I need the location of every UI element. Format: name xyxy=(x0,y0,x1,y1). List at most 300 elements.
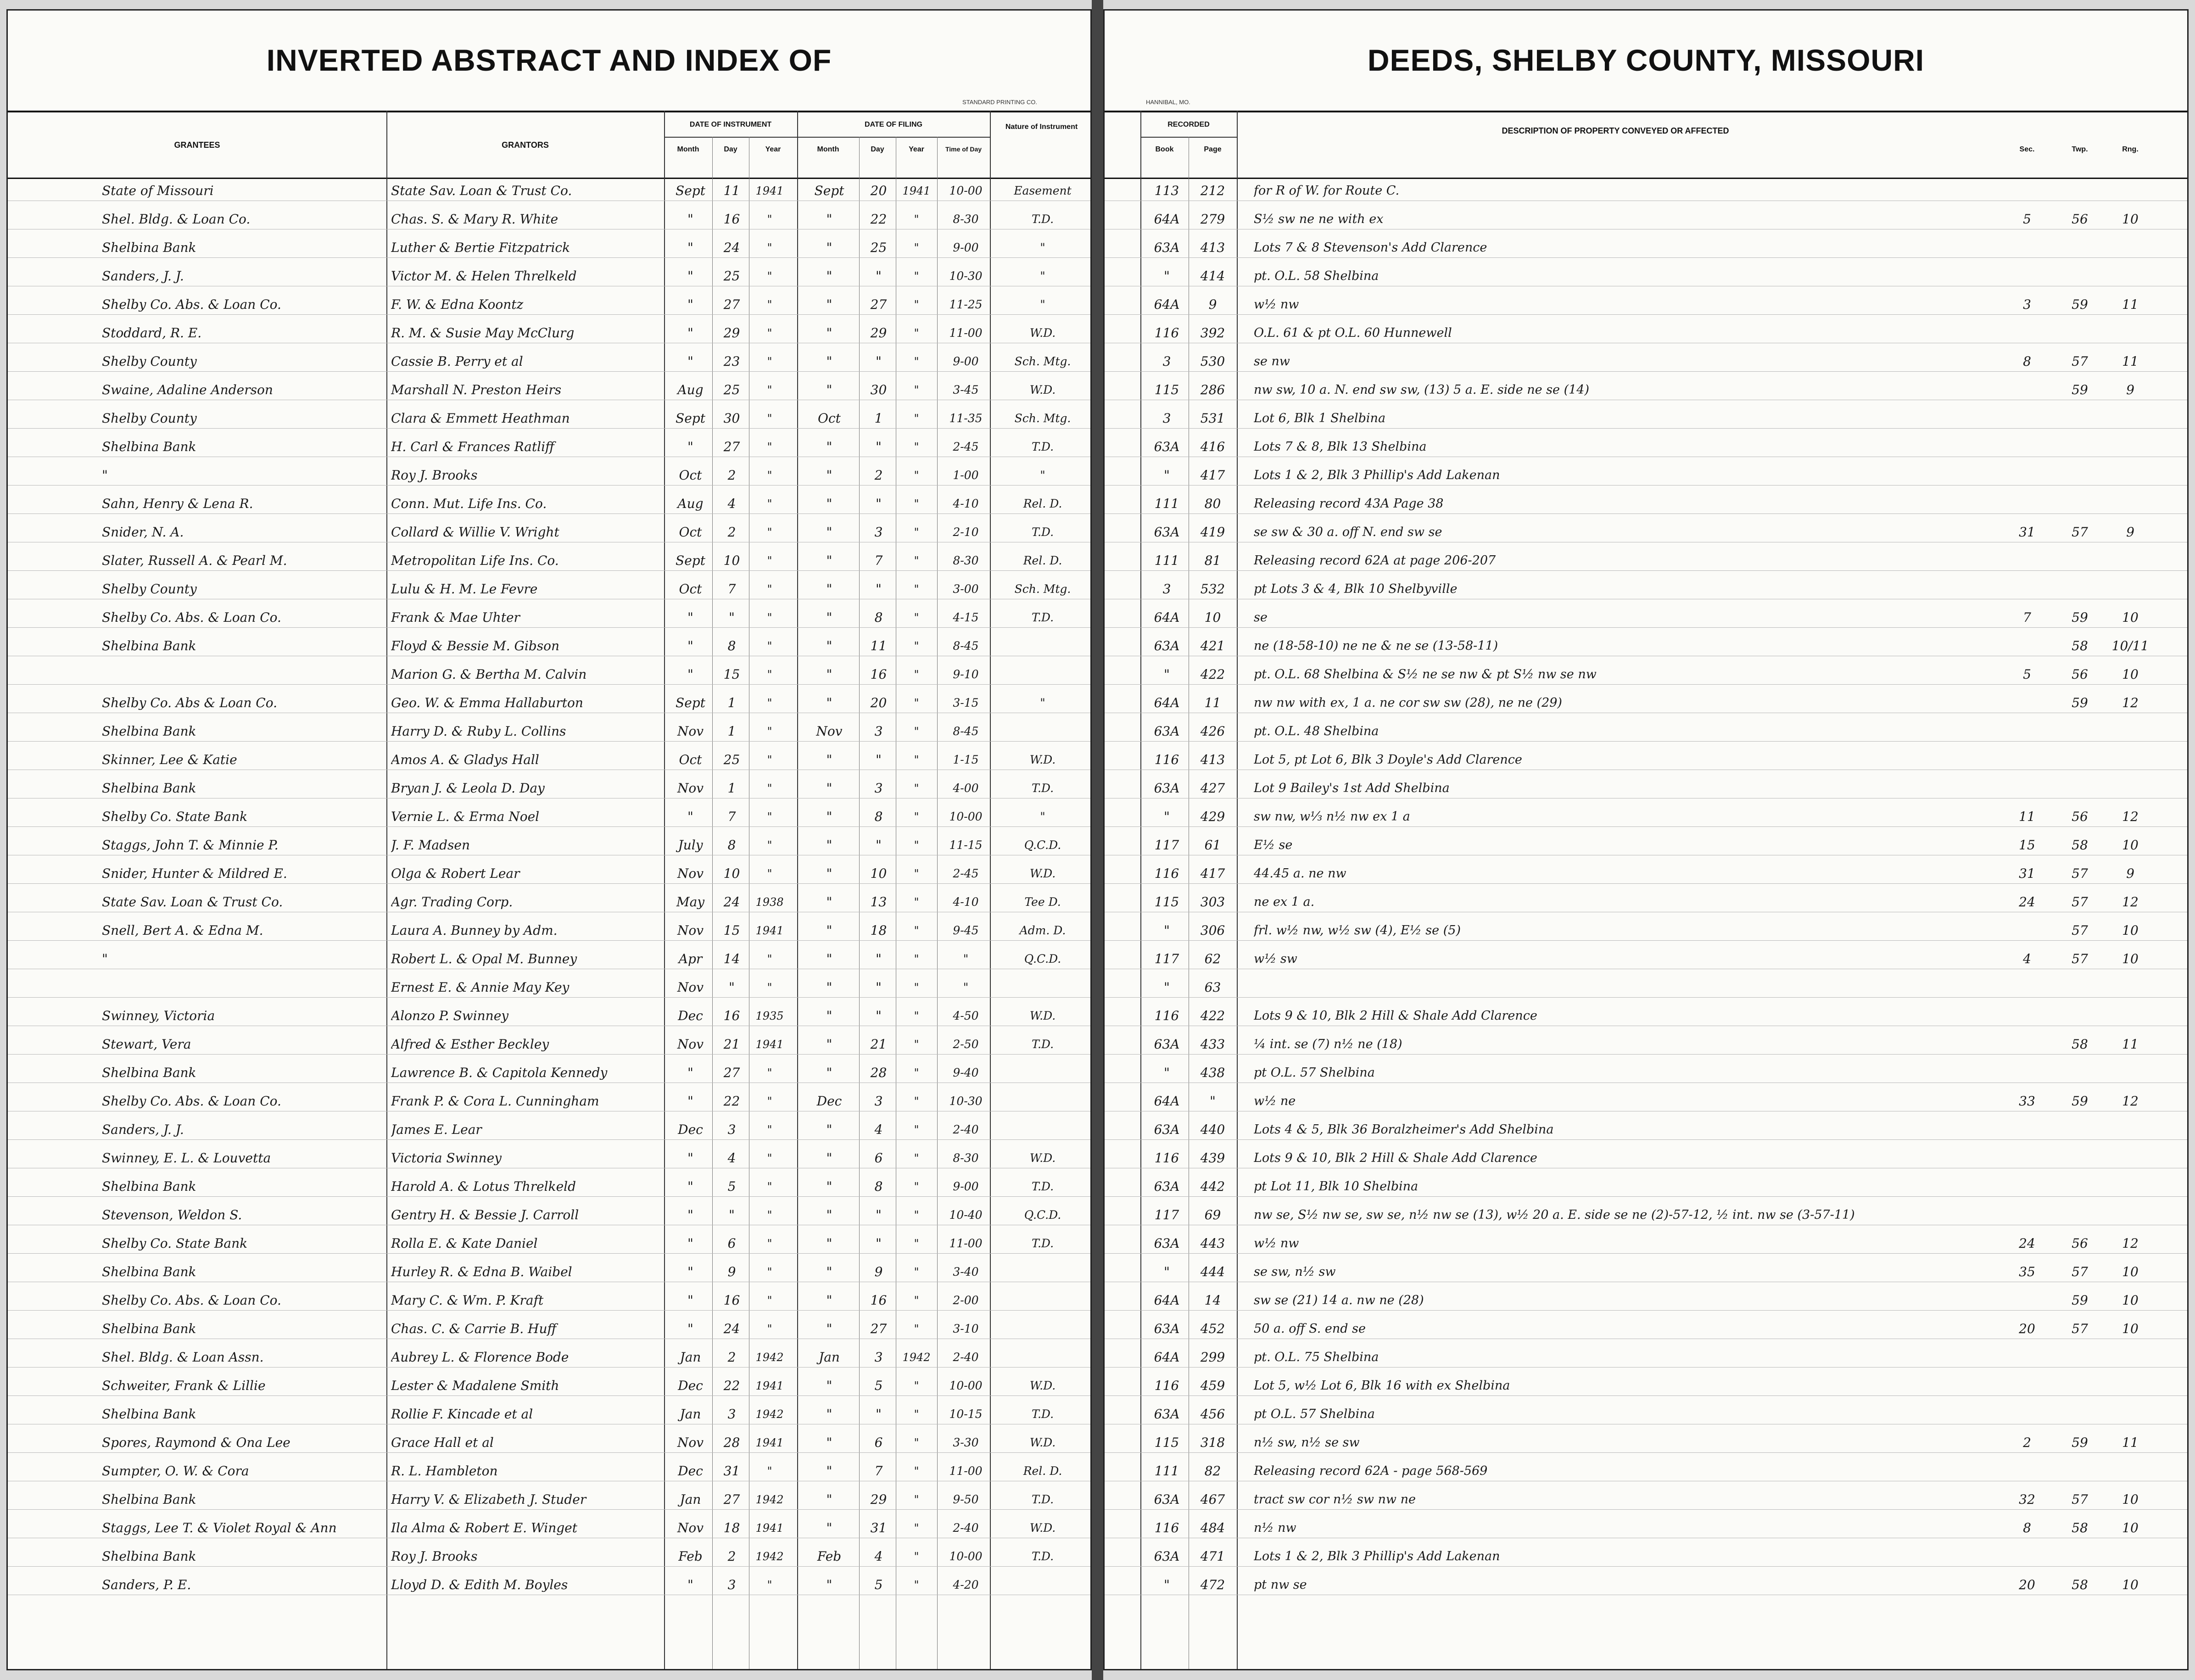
filing-year-cell: " xyxy=(914,441,919,453)
description-cell: nw sw, 10 a. N. end sw sw, (13) 5 a. E. side ne se (14) xyxy=(1254,383,1590,397)
filing-time-cell: 11-00 xyxy=(949,1237,983,1250)
filing-month-cell: " xyxy=(826,752,832,767)
ledger-entry-right xyxy=(1105,523,2187,542)
range-cell xyxy=(2105,1006,2156,1026)
page-header: Page xyxy=(1204,145,1222,153)
description-cell: Releasing record 62A at page 206-207 xyxy=(1254,553,1496,568)
filing-time-cell: 3-40 xyxy=(953,1265,979,1278)
instrument-month-cell: Oct xyxy=(679,752,702,767)
grantor-cell: Robert L. & Opal M. Bunney xyxy=(391,951,577,966)
range-cell: 10 xyxy=(2122,1520,2139,1535)
nature-of-instrument-cell: " xyxy=(1040,269,1045,283)
range-cell xyxy=(2105,494,2156,513)
filing-time-cell: 8-30 xyxy=(953,212,979,226)
ledger-entry-right xyxy=(1105,665,2187,685)
book-cell: " xyxy=(1164,1264,1170,1279)
rng-header: Rng. xyxy=(2122,145,2139,153)
filing-month-cell: " xyxy=(826,382,832,397)
range-cell: 9 xyxy=(2126,382,2134,397)
page-cell: 14 xyxy=(1204,1293,1221,1308)
township-cell: 59 xyxy=(2072,382,2088,397)
description-cell: 44.45 a. ne nw xyxy=(1254,866,1346,881)
filing-time-cell: 10-15 xyxy=(949,1407,983,1421)
instrument-month-cell: " xyxy=(687,1179,693,1194)
instrument-month-cell: Sept xyxy=(676,553,705,568)
instrument-year-cell: 1941 xyxy=(755,1436,784,1449)
description-cell: pt. O.L. 68 Shelbina & S½ ne se nw & pt S½ nw se nw xyxy=(1254,667,1597,681)
ledger-entry-right xyxy=(1105,238,2187,258)
instrument-month-cell: " xyxy=(687,1150,693,1166)
description-cell: ¼ int. se (7) n½ ne (18) xyxy=(1254,1037,1402,1051)
section-cell xyxy=(2002,580,2052,599)
filing-year-cell: " xyxy=(914,241,919,254)
filing-year-cell: " xyxy=(914,1010,919,1022)
grantor-cell: R. L. Hambleton xyxy=(391,1463,498,1479)
instrument-day-cell: 3 xyxy=(727,1407,736,1422)
grantor-cell: R. M. & Susie May McClurg xyxy=(391,325,575,340)
description-cell: E½ se xyxy=(1254,838,1293,852)
instrument-day-cell: 23 xyxy=(723,354,740,369)
instrument-day-cell: 24 xyxy=(723,240,740,255)
grantee-cell: Shelbina Bank xyxy=(102,1321,196,1336)
nature-of-instrument-cell xyxy=(994,1319,1091,1339)
page-cell: 472 xyxy=(1200,1577,1225,1592)
page-cell: 419 xyxy=(1200,525,1225,540)
ledger-entry-right xyxy=(1105,1518,2187,1538)
instrument-day-cell: 3 xyxy=(727,1577,736,1592)
nature-of-instrument-cell: W.D. xyxy=(1029,326,1056,340)
nature-of-instrument-cell: Q.C.D. xyxy=(1024,838,1061,852)
filing-day-cell: 8 xyxy=(874,809,883,824)
book-cell: 117 xyxy=(1154,1207,1179,1222)
filing-month-cell: " xyxy=(826,1264,832,1279)
book-cell: 117 xyxy=(1154,837,1179,853)
grantee-cell: Sahn, Henry & Lena R. xyxy=(102,496,253,511)
filing-year-cell: " xyxy=(914,1209,919,1222)
ledger-entry-left xyxy=(8,523,1090,542)
book-cell: 116 xyxy=(1154,325,1179,340)
range-cell xyxy=(2105,1547,2156,1566)
township-cell: 56 xyxy=(2072,667,2088,682)
grantor-cell: Rolla E. & Kate Daniel xyxy=(391,1236,538,1251)
filing-year-cell: " xyxy=(914,1436,919,1449)
filing-day-cell: 5 xyxy=(874,1378,883,1393)
instrument-year-cell: " xyxy=(767,412,772,425)
left-page-title: INVERTED ABSTRACT AND INDEX OF xyxy=(266,43,832,77)
ledger-entry-left xyxy=(8,437,1090,457)
filing-month-cell: " xyxy=(826,1378,832,1393)
instrument-month-cell: " xyxy=(687,809,693,824)
range-cell xyxy=(2105,1348,2156,1367)
filing-day-cell: 3 xyxy=(874,1350,883,1365)
ledger-entry-left xyxy=(8,1405,1090,1424)
grantor-cell: Marion G. & Bertha M. Calvin xyxy=(391,667,587,682)
description-cell: pt. O.L. 75 Shelbina xyxy=(1254,1350,1379,1364)
instrument-month-cell: " xyxy=(687,1577,693,1592)
description-cell: Lots 1 & 2, Blk 3 Phillip's Add Lakenan xyxy=(1254,468,1500,482)
section-cell: 7 xyxy=(2023,610,2031,625)
section-cell: 32 xyxy=(2019,1492,2035,1507)
instrument-day-cell: 24 xyxy=(723,894,740,910)
page-cell: 532 xyxy=(1200,581,1225,597)
filing-day-cell: 27 xyxy=(870,297,887,312)
page-cell: 438 xyxy=(1200,1065,1225,1080)
range-cell: 10 xyxy=(2122,1321,2139,1336)
grantor-cell: Chas. C. & Carrie B. Huff xyxy=(391,1321,557,1336)
book-cell: 111 xyxy=(1154,496,1179,511)
page-cell: 442 xyxy=(1200,1179,1225,1194)
instrument-year-cell: " xyxy=(767,867,772,880)
range-cell: 10/11 xyxy=(2111,638,2149,653)
book-cell: 63A xyxy=(1154,525,1180,540)
description-cell: sw se (21) 14 a. nw ne (28) xyxy=(1254,1293,1424,1307)
grantee-cell: Shelbina Bank xyxy=(102,240,196,255)
file-year-header: Year xyxy=(909,145,924,153)
section-cell: 5 xyxy=(2023,212,2031,227)
description-cell: se xyxy=(1254,610,1268,625)
grantor-cell: Collard & Willie V. Wright xyxy=(391,525,559,540)
section-cell xyxy=(2002,750,2052,770)
grantee-cell: Slater, Russell A. & Pearl M. xyxy=(102,553,287,568)
filing-day-cell: 16 xyxy=(870,667,887,682)
filing-time-cell: 8-30 xyxy=(953,554,979,567)
right-page-title: DEEDS, SHELBY COUNTY, MISSOURI xyxy=(1367,43,1925,77)
township-cell xyxy=(2055,1120,2105,1139)
range-cell: 9 xyxy=(2126,866,2134,881)
filing-year-cell: " xyxy=(914,497,919,510)
instrument-month-cell: Dec xyxy=(678,1463,703,1479)
grantee-cell: " xyxy=(102,951,108,966)
book-cell: 64A xyxy=(1154,1293,1180,1308)
ledger-entry-left xyxy=(8,551,1090,571)
date-of-filing-header: DATE OF FILING xyxy=(865,121,922,128)
instrument-month-cell: " xyxy=(687,297,693,312)
grantor-cell: Lloyd D. & Edith M. Boyles xyxy=(391,1577,568,1592)
description-cell: Lot 5, w½ Lot 6, Blk 16 with ex Shelbina xyxy=(1254,1379,1510,1393)
instrument-year-cell: " xyxy=(767,640,772,653)
instrument-month-cell: Sept xyxy=(676,183,705,198)
page-cell: 10 xyxy=(1204,610,1221,625)
grantor-cell: State Sav. Loan & Trust Co. xyxy=(391,183,572,198)
section-cell xyxy=(2002,722,2052,741)
ledger-entry-right xyxy=(1105,1177,2187,1197)
filing-time-cell: 3-00 xyxy=(953,582,979,596)
township-cell: 59 xyxy=(2072,297,2088,312)
filing-year-cell: " xyxy=(914,1038,919,1051)
description-cell: tract sw cor n½ sw nw ne xyxy=(1254,1492,1416,1507)
grantee-cell: Sanders, P. E. xyxy=(102,1577,191,1592)
township-cell xyxy=(2055,1063,2105,1083)
filing-time-cell: 10-40 xyxy=(949,1208,983,1222)
inst-month-header: Month xyxy=(677,145,699,153)
page-cell: 433 xyxy=(1200,1037,1225,1052)
nature-of-instrument-cell: " xyxy=(1040,810,1045,823)
page-cell: 427 xyxy=(1200,781,1225,796)
section-cell: 31 xyxy=(2019,866,2035,881)
grantee-cell: Swinney, E. L. & Louvetta xyxy=(102,1150,271,1166)
range-cell xyxy=(2105,409,2156,428)
ledger-entry-left xyxy=(8,1063,1090,1083)
filing-day-cell: 3 xyxy=(874,724,883,739)
page-cell: 80 xyxy=(1204,496,1221,511)
nature-of-instrument-cell: T.D. xyxy=(1031,781,1054,795)
grantor-cell: Olga & Robert Lear xyxy=(391,866,520,881)
nature-of-instrument-cell: T.D. xyxy=(1031,212,1054,226)
nature-of-instrument-cell xyxy=(994,1063,1091,1083)
instrument-month-cell: " xyxy=(687,667,693,682)
instrument-month-cell: " xyxy=(687,610,693,625)
filing-month-cell: " xyxy=(826,1008,832,1023)
ledger-entry-right xyxy=(1105,1348,2187,1367)
page-cell: 416 xyxy=(1200,439,1225,454)
filing-month-cell: " xyxy=(826,1492,832,1507)
filing-day-cell: 30 xyxy=(870,382,887,397)
instrument-year-cell: " xyxy=(767,953,772,966)
section-cell: 24 xyxy=(2019,1236,2035,1251)
grantee-cell: Sanders, J. J. xyxy=(102,268,184,284)
grantee-cell: Shelbina Bank xyxy=(102,638,196,653)
page-cell: 530 xyxy=(1200,354,1225,369)
filing-day-cell: " xyxy=(876,980,882,995)
instrument-year-cell: " xyxy=(767,611,772,624)
instrument-day-cell: 4 xyxy=(727,496,736,511)
ledger-entry-right xyxy=(1105,836,2187,855)
nature-of-instrument-cell xyxy=(994,665,1091,684)
filing-month-cell: " xyxy=(826,837,832,853)
section-cell xyxy=(2002,1547,2052,1566)
township-cell: 58 xyxy=(2072,1037,2088,1052)
grantee-cell: Shelbina Bank xyxy=(102,1407,196,1422)
page-cell: 439 xyxy=(1200,1150,1225,1166)
grantor-cell: Harold A. & Lotus Threlkeld xyxy=(391,1179,576,1194)
description-cell: Lots 4 & 5, Blk 36 Boralzheimer's Add Shelbina xyxy=(1254,1122,1554,1137)
filing-day-cell: 8 xyxy=(874,1179,883,1194)
instrument-year-cell: 1941 xyxy=(755,184,784,197)
filing-time-cell: 4-10 xyxy=(953,497,979,510)
book-cell: 116 xyxy=(1154,1378,1179,1393)
instrument-day-cell: 27 xyxy=(723,1492,740,1507)
grantee-cell: Swaine, Adaline Anderson xyxy=(102,382,273,397)
grantee-cell: Shelby Co. Abs. & Loan Co. xyxy=(102,1293,281,1308)
section-cell xyxy=(2002,267,2052,286)
filing-month-cell: Feb xyxy=(817,1549,842,1564)
book-cell: 116 xyxy=(1154,1520,1179,1535)
book-cell: 116 xyxy=(1154,1150,1179,1166)
filing-month-cell: " xyxy=(826,1236,832,1251)
instrument-day-cell: 22 xyxy=(723,1094,740,1109)
filing-year-cell: " xyxy=(914,583,919,596)
ledger-entry-left xyxy=(8,1490,1090,1510)
filing-month-cell: Dec xyxy=(816,1094,842,1109)
filing-year-cell: " xyxy=(914,469,919,482)
section-cell xyxy=(2002,921,2052,940)
description-cell: O.L. 61 & pt O.L. 60 Hunnewell xyxy=(1254,326,1452,340)
book-cell: 63A xyxy=(1154,1122,1180,1137)
filing-day-cell: " xyxy=(876,1407,882,1422)
instrument-year-cell: " xyxy=(767,1209,772,1222)
range-cell xyxy=(2105,1177,2156,1196)
nature-of-instrument-cell: " xyxy=(1040,298,1045,311)
nature-of-instrument-cell: W.D. xyxy=(1029,383,1056,396)
description-header: DESCRIPTION OF PROPERTY CONVEYED OR AFFECTED xyxy=(1502,126,1729,135)
grantor-cell: Harry V. & Elizabeth J. Studer xyxy=(391,1492,586,1507)
filing-time-cell: 10-00 xyxy=(949,184,983,197)
filing-time-cell: 2-45 xyxy=(953,440,979,453)
township-cell: 57 xyxy=(2072,866,2088,881)
range-cell xyxy=(2105,750,2156,770)
grantee-cell: Sanders, J. J. xyxy=(102,1122,184,1137)
grantor-cell: Grace Hall et al xyxy=(391,1435,494,1450)
section-cell xyxy=(2002,181,2052,201)
instrument-day-cell: 24 xyxy=(723,1321,740,1336)
township-cell: 58 xyxy=(2072,1520,2088,1535)
instrument-day-cell: 1 xyxy=(727,695,736,710)
grantee-cell: " xyxy=(102,468,108,483)
filing-year-cell: " xyxy=(914,640,919,653)
filing-month-cell: " xyxy=(826,667,832,682)
instrument-month-cell: Nov xyxy=(677,1520,704,1535)
book-cell: 64A xyxy=(1154,1094,1180,1109)
ledger-entry-right xyxy=(1105,893,2187,912)
filing-day-cell: 29 xyxy=(870,325,887,340)
ledger-entry-right xyxy=(1105,380,2187,400)
township-cell: 57 xyxy=(2072,1264,2088,1279)
range-cell: 11 xyxy=(2122,297,2139,312)
instrument-day-cell: 9 xyxy=(727,1264,736,1279)
instrument-month-cell: Feb xyxy=(678,1549,703,1564)
township-cell: 57 xyxy=(2072,1321,2088,1336)
range-cell xyxy=(2105,1149,2156,1168)
instrument-day-cell: 25 xyxy=(723,752,740,767)
range-cell: 12 xyxy=(2122,695,2139,710)
instrument-day-cell: 1 xyxy=(727,781,736,796)
filing-month-cell: " xyxy=(826,695,832,710)
page-cell: 443 xyxy=(1200,1236,1225,1251)
township-cell xyxy=(2055,181,2105,201)
filing-time-cell: 2-50 xyxy=(953,1038,979,1051)
instrument-month-cell: Nov xyxy=(677,724,704,739)
filing-day-cell: 20 xyxy=(870,183,887,198)
book-cell: 63A xyxy=(1154,724,1180,739)
ledger-entry-right xyxy=(1105,267,2187,286)
filing-day-cell: 9 xyxy=(874,1264,883,1279)
instrument-day-cell: 18 xyxy=(723,1520,740,1535)
filing-time-cell: 8-45 xyxy=(953,725,979,738)
page-cell: 11 xyxy=(1204,695,1221,710)
range-cell xyxy=(2105,324,2156,343)
nature-of-instrument-cell: Tee D. xyxy=(1024,895,1061,909)
grantor-cell: F. W. & Edna Koontz xyxy=(391,297,524,312)
page-cell: 440 xyxy=(1200,1122,1225,1137)
nature-of-instrument-cell xyxy=(994,636,1091,656)
range-cell: 10 xyxy=(2122,610,2139,625)
grantor-cell: James E. Lear xyxy=(391,1122,482,1137)
filing-month-cell: Sept xyxy=(814,183,844,198)
nature-of-instrument-cell: Sch. Mtg. xyxy=(1014,355,1071,368)
instrument-day-cell: 27 xyxy=(723,439,740,454)
ledger-entry-right xyxy=(1105,295,2187,315)
instrument-month-cell: Nov xyxy=(677,1037,704,1052)
description-cell: se sw & 30 a. off N. end sw se xyxy=(1254,525,1442,539)
book-cell: 113 xyxy=(1154,183,1179,198)
left-column-header xyxy=(8,111,1090,179)
range-cell: 11 xyxy=(2122,1037,2139,1052)
filing-year-cell: " xyxy=(914,1066,919,1079)
instrument-month-cell: May xyxy=(676,894,705,910)
instrument-year-cell: " xyxy=(767,583,772,596)
range-cell xyxy=(2105,267,2156,286)
page-cell: 471 xyxy=(1200,1549,1225,1564)
instrument-day-cell: 7 xyxy=(727,809,736,824)
filing-month-cell: " xyxy=(826,439,832,454)
instrument-day-cell: 8 xyxy=(727,638,736,653)
filing-time-cell: 10-00 xyxy=(949,810,983,823)
book-cell: 64A xyxy=(1154,212,1180,227)
filing-month-cell: " xyxy=(826,581,832,597)
filing-day-cell: " xyxy=(876,1008,882,1023)
description-cell: sw nw, w⅓ n½ nw ex 1 a xyxy=(1254,809,1410,824)
section-cell: 20 xyxy=(2019,1577,2035,1592)
nature-of-instrument-cell: Q.C.D. xyxy=(1024,952,1061,966)
grantor-cell: Chas. S. & Mary R. White xyxy=(391,212,559,227)
section-cell: 33 xyxy=(2019,1094,2035,1109)
grantee-cell: Snell, Bert A. & Edna M. xyxy=(102,923,263,938)
instrument-day-cell: 16 xyxy=(723,1293,740,1308)
grantee-cell: State Sav. Loan & Trust Co. xyxy=(102,894,283,910)
township-cell: 57 xyxy=(2072,951,2088,966)
range-cell: 11 xyxy=(2122,354,2139,369)
page-cell: 82 xyxy=(1204,1463,1221,1479)
ledger-entry-right xyxy=(1105,1149,2187,1168)
grantee-cell: Shelby Co. Abs. & Loan Co. xyxy=(102,297,281,312)
ledger-entry-right xyxy=(1105,608,2187,628)
ledger-entry-right xyxy=(1105,1006,2187,1026)
filing-day-cell: " xyxy=(876,752,882,767)
filing-month-cell: " xyxy=(826,781,832,796)
section-cell xyxy=(2002,1035,2052,1054)
nature-of-instrument-cell xyxy=(994,978,1091,997)
description-cell: Lots 7 & 8, Blk 13 Shelbina xyxy=(1254,440,1427,454)
township-cell xyxy=(2055,409,2105,428)
page-cell: 452 xyxy=(1200,1321,1225,1336)
ledger-entry-right xyxy=(1105,978,2187,998)
filing-time-cell: 1-15 xyxy=(953,753,979,766)
township-cell: 59 xyxy=(2072,610,2088,625)
ledger-entry-right xyxy=(1105,693,2187,713)
ledger-entry-right xyxy=(1105,1319,2187,1339)
township-cell: 58 xyxy=(2072,837,2088,853)
section-cell xyxy=(2002,693,2052,713)
filing-year-cell: " xyxy=(914,753,919,766)
instrument-month-cell: " xyxy=(687,638,693,653)
filing-time-cell: 9-10 xyxy=(953,668,979,681)
ledger-entry-left xyxy=(8,750,1090,770)
township-cell xyxy=(2055,1462,2105,1481)
ledger-entry-right xyxy=(1105,1035,2187,1055)
section-cell xyxy=(2002,1405,2052,1424)
filing-month-cell: " xyxy=(826,553,832,568)
township-cell: 57 xyxy=(2072,894,2088,910)
township-cell xyxy=(2055,494,2105,513)
nature-of-instrument-cell xyxy=(994,1120,1091,1139)
township-cell xyxy=(2055,1547,2105,1566)
nature-of-instrument-cell xyxy=(994,1348,1091,1367)
instrument-year-cell: " xyxy=(767,1180,772,1193)
description-cell: w½ nw xyxy=(1254,297,1299,312)
right-entry-rows xyxy=(1105,176,2187,1669)
filing-time-cell: 1-00 xyxy=(953,469,979,482)
instrument-month-cell: Oct xyxy=(679,581,702,597)
